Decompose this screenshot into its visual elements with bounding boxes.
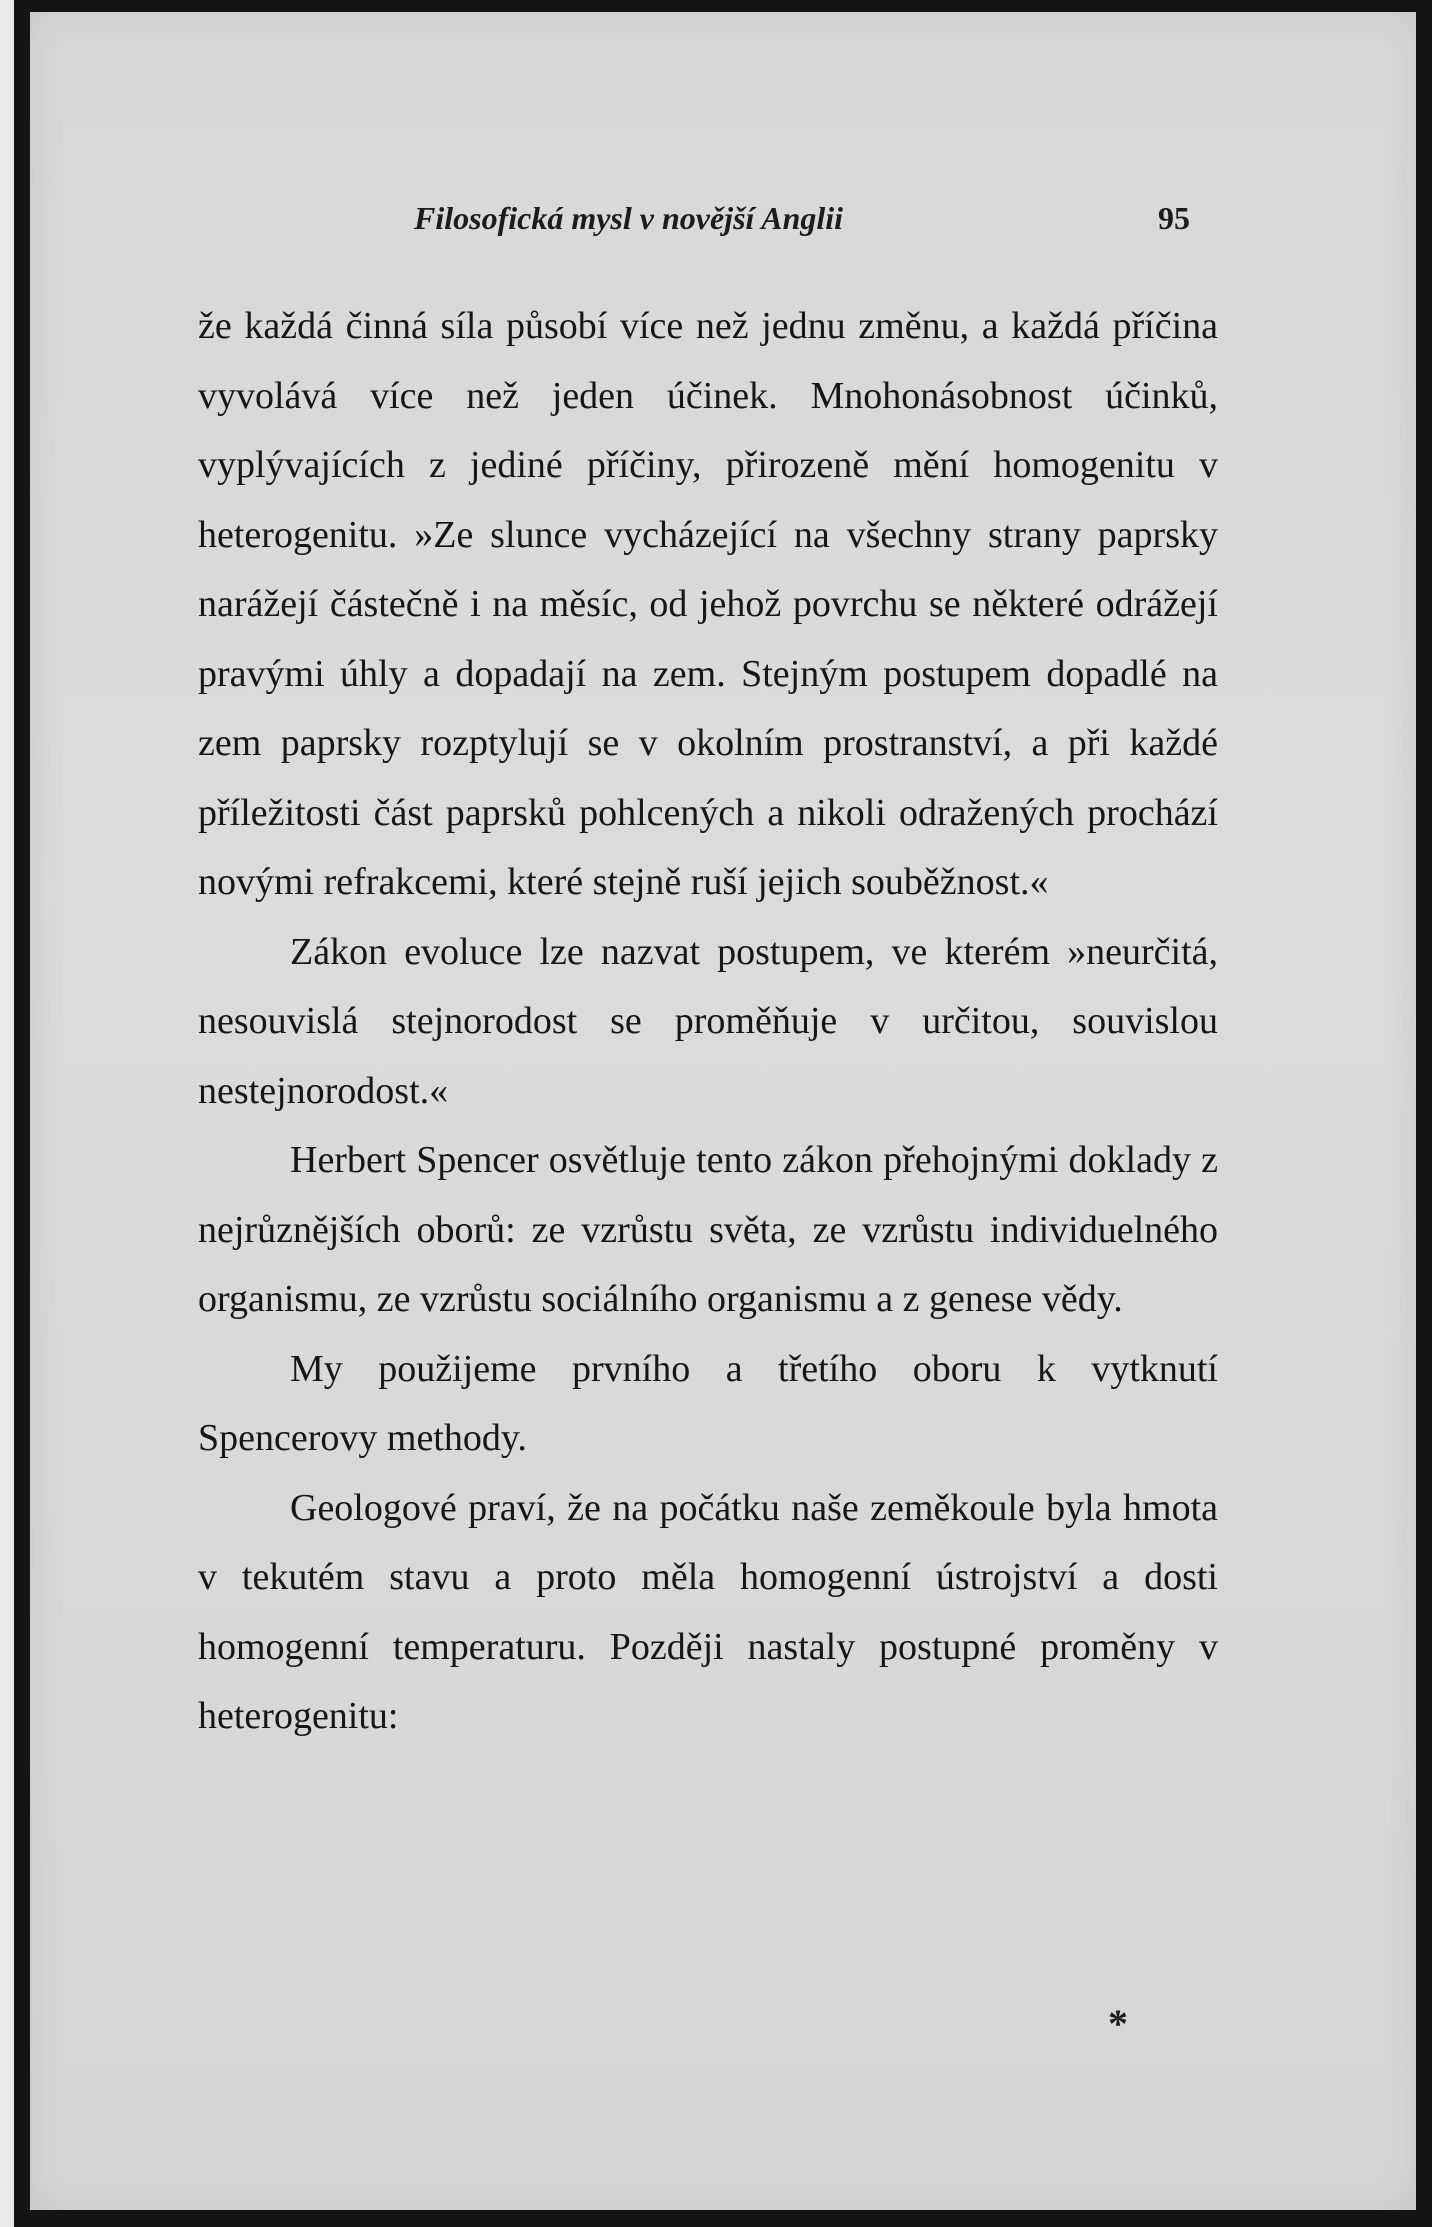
paragraph-5: Geologové praví, že na počátku naše zeměkoule byla hmota v tekutém stavu a proto měla homogenní ústrojství a dosti homogenní temperaturu. Později nastaly postupné proměny v heterogenitu:	[198, 1486, 1218, 1737]
paragraph-3: Herbert Spencer osvětluje tento zákon přehojnými doklady z nejrůznějších oborů: ze vzrůstu světa, ze vzrůstu individuelného organismu, ze vzrůstu sociálního organismu a z genese vědy.	[198, 1139, 1218, 1320]
page-number: 95	[1158, 200, 1190, 236]
paragraph-4: My použijeme prvního a třetího oboru k vytknutí Spencerovy methody.	[198, 1347, 1218, 1459]
scan-edge-strip	[0, 0, 14, 2227]
running-title: Filosofická mysl v novější Anglii	[414, 200, 844, 236]
signature-mark: *	[1108, 2001, 1128, 2046]
paragraph-2: Zákon evoluce lze nazvat postupem, ve kterém »neurčitá, nesouvislá stejnorodost se proměňuje v určitou, souvislou nestejnorodost.«	[198, 930, 1218, 1112]
body-text	[198, 292, 1218, 1752]
paragraph-1: že každá činná síla působí více než jednu změnu, a každá příčina vyvolává více než jeden účinek. Mnohonásobnost účinků, vyplývajících z jediné příčiny, přirozeně mění homogenitu v heterogenitu. »Ze slunce vycházející na všechny strany paprsky narážejí částečně i na měsíc, od jehož povrchu se některé odrážejí pravými úhly a dopadají na zem. Stejným postupem dopadlé na zem paprsky rozptylují se v okolním prostranství, a při každé příležitosti část paprsků pohlcených a nikoli odražených prochází novými refrakcemi, které stejně ruší jejich souběžnost.«	[198, 305, 1218, 903]
